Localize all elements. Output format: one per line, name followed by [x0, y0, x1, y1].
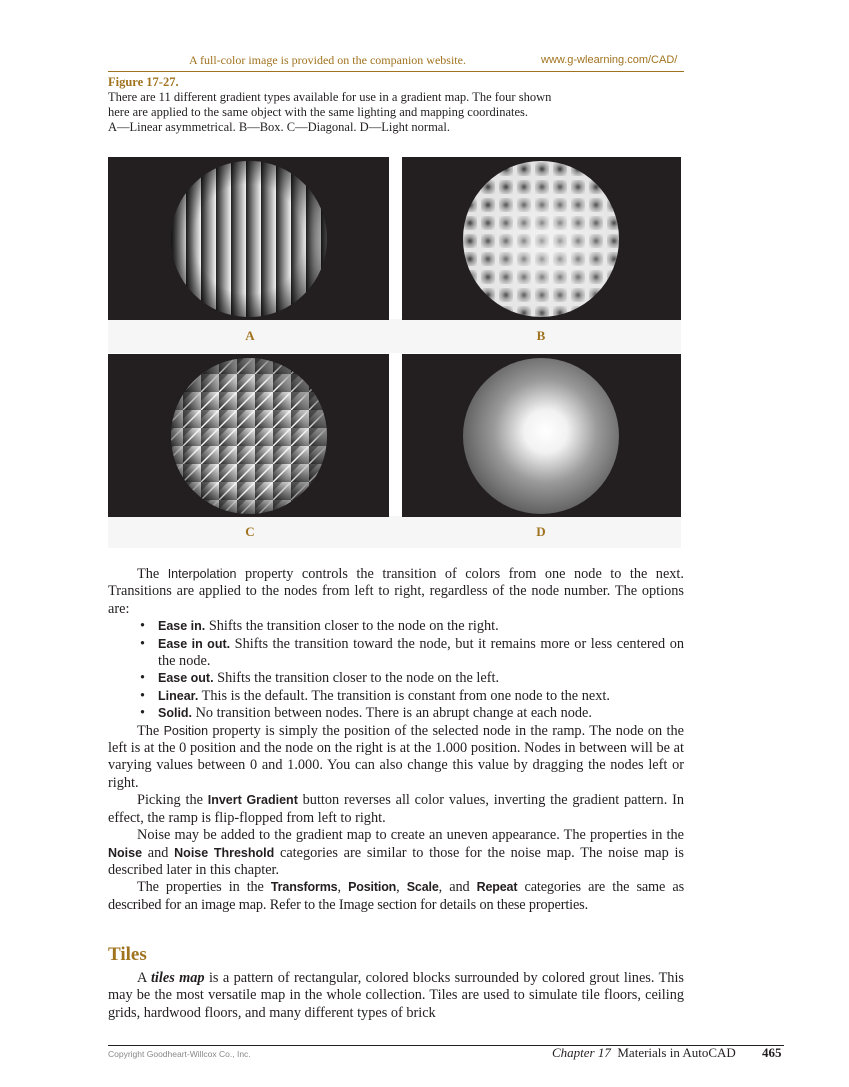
- body-text: [108, 566, 684, 914]
- companion-website-note: A full-color image is provided on the companion website.: [189, 53, 466, 67]
- page-number: 465: [762, 1045, 782, 1060]
- figure-label-strip-bottom: [108, 516, 681, 548]
- paragraph-invert-gradient: Picking the Invert Gradient button reverses all color values, inverting the gradient pattern. In effect, the ramp is flip-flopped from left to right.: [108, 792, 684, 826]
- header-rule: [108, 71, 684, 72]
- ui-term-noise-threshold: Noise Threshold: [174, 845, 275, 860]
- caption-line: There are 11 different gradient types available for use in a gradient map. The four shown: [108, 90, 552, 104]
- key-term-tiles-map: tiles map: [150, 970, 205, 986]
- caption-line: A—Linear asymmetrical. B—Box. C—Diagonal. D—Light normal.: [108, 120, 450, 134]
- paragraph-tiles: A tiles map is a pattern of rectangular, colored blocks surrounded by colored grout lines. This may be the most versatile map in the whole collection. Tiles are used to simulate tile floors, ceiling grids, hardwood floors, and many different types of brick: [108, 970, 684, 1021]
- ui-term-invert-gradient: Invert Gradient: [207, 793, 298, 808]
- list-item: • Ease in out. Shifts the transition toward the node, but it remains more or less centered on the node.: [140, 635, 684, 670]
- running-footer: [552, 1045, 736, 1061]
- companion-website-url: www.g-wlearning.com/CAD/: [541, 54, 678, 66]
- paragraph-noise: Noise may be added to the gradient map to create an uneven appearance. The properties in the Noise and Noise Threshold categories are similar to those for the noise map. The noise map is described later in this chapter.: [108, 827, 684, 878]
- gradient-render-d: [402, 354, 681, 517]
- gradient-render-b: [402, 157, 681, 320]
- list-item: • Linear. This is the default. The transition is constant from one node to the next.: [140, 687, 610, 704]
- figure-label: Figure 17-27.: [108, 75, 179, 89]
- figure-caption: [108, 90, 684, 135]
- panel-label-b: B: [536, 328, 546, 343]
- chapter-title: Materials in AutoCAD: [617, 1045, 736, 1060]
- list-item: • Ease in. Shifts the transition closer to the node on the right.: [140, 618, 499, 635]
- caption-line: here are applied to the same object with the same lighting and mapping coordinates.: [108, 105, 529, 119]
- ui-term-noise: Noise: [108, 845, 143, 860]
- copyright: Copyright Goodheart-Willcox Co., Inc.: [108, 1049, 251, 1059]
- paragraph-interpolation: The Interpolation property controls the transition of colors from one node to the next. Transitions are applied to the nodes from left to right, regardless of the node number. The options are:: [108, 566, 684, 617]
- list-item: • Ease out. Shifts the transition closer to the node on the left.: [140, 670, 500, 687]
- ui-term-interpolation: Interpolation: [167, 567, 237, 581]
- panel-label-c: C: [245, 524, 255, 539]
- gradient-render-c: [108, 354, 389, 517]
- paragraph-position: The Position property is simply the position of the selected node in the ramp. The node on the left is at the 0 position and the node on the right is at the 1.000 position. Nodes in between will be at varying values between 0 and 1.000. You can also change this value by dragging the nodes left or right.: [108, 722, 684, 791]
- ui-term-position: Position: [163, 723, 209, 738]
- panel-label-d: D: [536, 524, 546, 539]
- panel-label-a: A: [245, 328, 255, 343]
- ui-term-position: Position: [348, 880, 397, 895]
- gradient-render-a: [108, 157, 389, 320]
- ui-term-scale: Scale: [406, 880, 439, 895]
- chapter-number: Chapter 17: [552, 1045, 611, 1060]
- list-item: • Solid. No transition between nodes. There is an abrupt change at each node.: [140, 705, 592, 722]
- paragraph-transforms: The properties in the Transforms, Position, Scale, and Repeat categories are the same as described for an image map. Refer to the Image section for details on these properties.: [108, 879, 684, 913]
- figure-label-strip-top: [108, 319, 681, 353]
- section-heading-tiles: Tiles: [108, 944, 147, 965]
- ui-term-transforms: Transforms: [270, 880, 338, 895]
- tiles-body-text: [108, 970, 684, 1022]
- ui-term-repeat: Repeat: [476, 880, 518, 895]
